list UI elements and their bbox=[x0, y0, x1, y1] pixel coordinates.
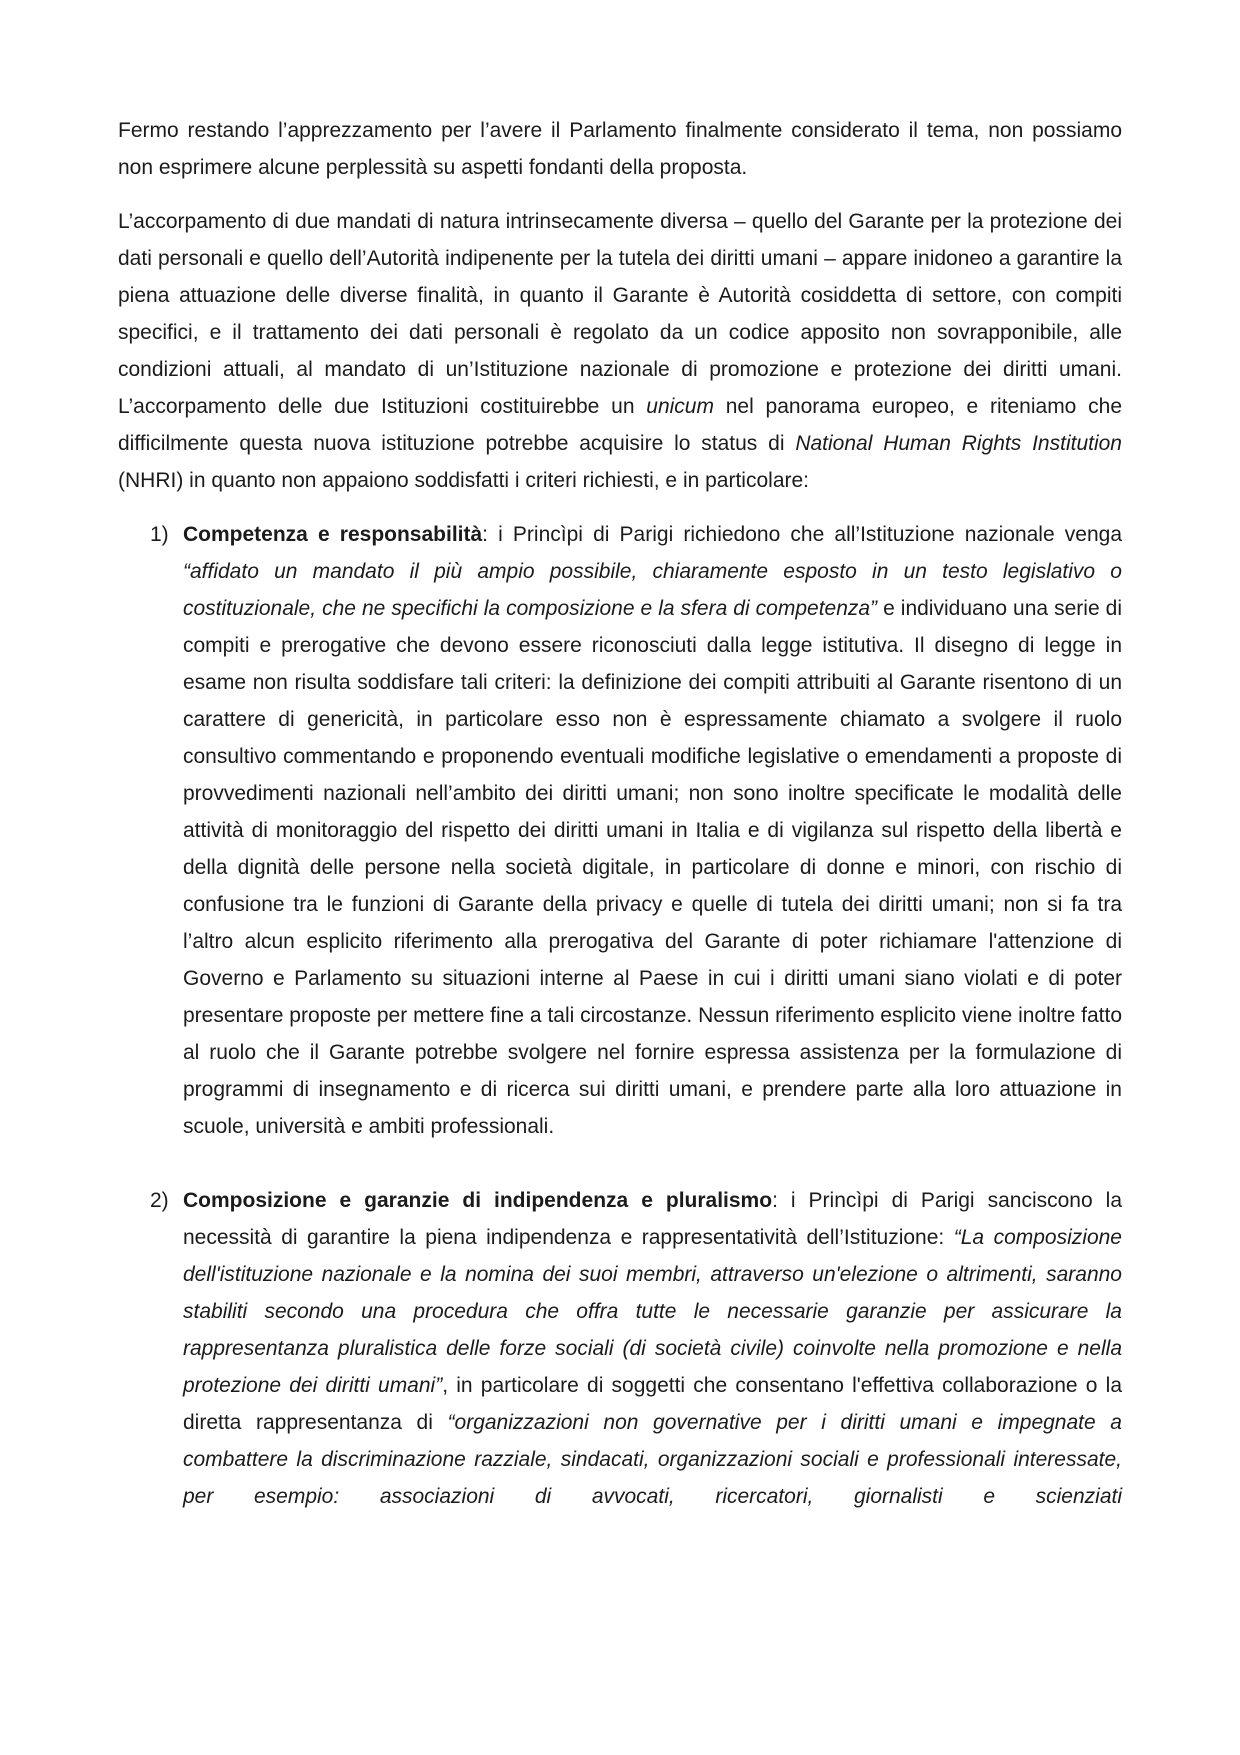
text-run: L’accorpamento di due mandati di natura intrinsecamente diversa – quello del Garante per la protezione dei dati personali e quello dell’Autorità indipenente per la tutela dei diritti umani – appare inidoneo a garantire la piena attuazione delle diverse finalità, in quanto il Garante è Autorità cosiddetta di settore, con compiti specifici, e il trattamento dei dati personali è regolato da un codice apposito non sovrapponibile, alle condizioni attuali, al mandato di un’Istituzione nazionale di promozione e protezione dei diritti umani. L’accorpamento delle due Istituzioni costituirebbe un bbox=[118, 210, 1122, 418]
text-run: , in particolare di soggetti che consentano l'effettiva collaborazione o la diretta rappresentanza di bbox=[183, 1374, 1122, 1434]
list-item-1 bbox=[118, 516, 1122, 1145]
text-run: : i Princìpi di Parigi richiedono che all’Istituzione nazionale venga bbox=[482, 523, 1122, 546]
text-run-italic: “affidato un mandato il più ampio possibile, chiaramente esposto in un testo legislativo o costituzionale, che ne specifichi la composizione e la sfera di competenza” bbox=[183, 560, 1122, 620]
numbered-list bbox=[118, 516, 1122, 1515]
text-run-italic: unicum bbox=[646, 395, 714, 418]
text-run-italic: “La composizione dell'istituzione nazionale e la nomina dei suoi membri, attraverso un'elezione o altrimenti, saranno stabiliti secondo una procedura che offra tutte le necessarie garanzie per assicurare la rappresentanza pluralistica delle forze sociali (di società civile) coinvolte nella promozione e nella protezione dei diritti umani” bbox=[183, 1226, 1122, 1397]
text-run: Fermo restando l’apprezzamento per l’avere il Parlamento finalmente considerato il tema, non possiamo non esprimere alcune perplessità su aspetti fondanti della proposta. bbox=[118, 119, 1122, 179]
text-run-italic: National Human Rights Institution bbox=[795, 432, 1122, 455]
paragraph-accorpamento bbox=[118, 203, 1122, 499]
text-run-italic: “organizzazioni non governative per i diritti umani e impegnate a combattere la discriminazione razziale, sindacati, organizzazioni sociali e professionali interessate, per esempio: associazioni di avvocati, ricercatori, giornalisti e scienziati bbox=[183, 1411, 1122, 1508]
list-item-number: 1) bbox=[150, 523, 169, 546]
text-run: : i Princìpi di Parigi sanciscono la necessità di garantire la piena indipendenza e rappresentatività dell’Istituzione: bbox=[183, 1189, 1122, 1249]
list-item-body bbox=[183, 1182, 1122, 1515]
list-item-body bbox=[183, 516, 1122, 1145]
list-item-2 bbox=[118, 1182, 1122, 1515]
text-run: (NHRI) in quanto non appaiono soddisfatti i criteri richiesti, e in particolare: bbox=[118, 469, 810, 492]
list-item-title: Composizione e garanzie di indipendenza e pluralismo bbox=[183, 1189, 773, 1212]
list-item-number: 2) bbox=[150, 1189, 169, 1212]
list-item-title: Competenza e responsabilità bbox=[183, 523, 483, 546]
paragraph-intro bbox=[118, 112, 1122, 186]
text-run: nel panorama europeo, e riteniamo che difficilmente questa nuova istituzione potrebbe acquisire lo status di bbox=[118, 395, 1122, 455]
text-run: e individuano una serie di compiti e prerogative che devono essere riconosciuti dalla legge istitutiva. Il disegno di legge in esame non risulta soddisfare tali criteri: la definizione dei compiti attribuiti al Garante risentono di un carattere di genericità, in particolare esso non è espressamente chiamato a svolgere il ruolo consultivo commentando e proponendo eventuali modifiche legislative o emendamenti a proposte di provvedimenti nazionali nell’ambito dei diritti umani; non sono inoltre specificate le modalità delle attività di monitoraggio del rispetto dei diritti umani in Italia e di vigilanza sul rispetto della libertà e della dignità delle persone nella società digitale, in particolare di donne e minori, con rischio di confusione tra le funzioni di Garante della privacy e quelle di tutela dei diritti umani; non si fa tra l’altro alcun esplicito riferimento alla prerogativa del Garante di poter richiamare l'attenzione di Governo e Parlamento su situazioni interne al Paese in cui i diritti umani siano violati e di poter presentare proposte per mettere fine a tali circostanze. Nessun riferimento esplicito viene inoltre fatto al ruolo che il Garante potrebbe svolgere nel fornire espressa assistenza per la formulazione di programmi di insegnamento e di ricerca sui diritti umani, e prendere parte alla loro attuazione in scuole, università e ambiti professionali. bbox=[183, 597, 1122, 1138]
